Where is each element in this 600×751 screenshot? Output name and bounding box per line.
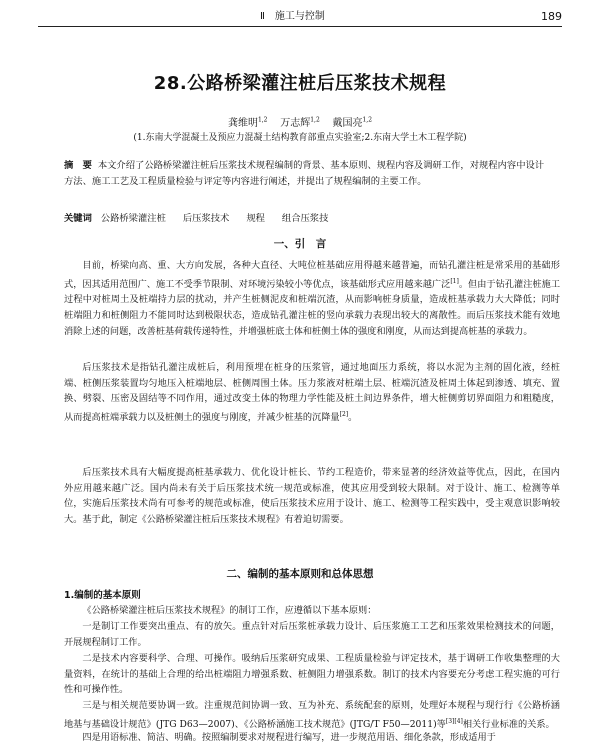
- keyword: 规程: [246, 213, 265, 224]
- author-name: 戴国亮: [332, 118, 363, 129]
- author-name: 万志辉: [280, 118, 311, 129]
- abstract-text: 本文介绍了公路桥梁灌注桩后压浆技术规程编制的背景、基本原则、规程内容及调研工作，对规程内容中设计方法、施工工艺及工程质量检验与评定等内容进行阐述，并提出了规程编制的主要工作。: [64, 160, 545, 187]
- body-paragraph: 一是制订工作要突出重点、有的放矢。重点针对后压浆桩承载力设计、后压浆施工工艺和压浆效果检测技术的问题，开展规程制订工作。: [64, 621, 560, 648]
- page-number: 189: [541, 10, 562, 23]
- body-paragraph: 四是用语标准、简洁、明确。按照编制要求对规程进行编写，进一步规范用语、细化条款，形成适用于: [82, 732, 496, 743]
- author-affil-mark: 1,2: [310, 116, 320, 124]
- body-paragraph: [64, 360, 560, 426]
- body-paragraph: 后压浆技术具有大幅度提高桩基承载力、优化设计桩长、节约工程造价，带来显著的经济效益等优点，因此，在国内外应用越来越广泛。国内尚未有关于后压浆技术统一规范或标准，使其应用受到较大限制。对于设计、施工、检测等单位，实施后压浆技术尚有可参考的规范或标准，使后压浆技术应用于设计、施工、检测等工程实践中，受主观意识影响较大。基于此，制定《公路桥梁灌注桩后压浆技术规程》有着迫切需要。: [64, 467, 560, 526]
- author-name: 龚维明: [227, 118, 258, 129]
- body-paragraph: 二是技术内容要科学、合理、可操作。吸纳后压浆研究成果、工程质量检验与评定技术，基于调研工作收集整理的大量资料，在统计的基础上合理的给出桩端阻力增强系数、桩侧阻力增强系数。制订的技术内容要充分考虑工程实施的可行性和可操作性。: [64, 653, 560, 696]
- body-paragraph: [64, 258, 560, 340]
- affiliation: (1.东南大学混凝土及预应力混凝土结构教育部重点实验室;2.东南大学土木工程学院): [133, 133, 467, 143]
- paragraph-text: 目前，桥梁向高、重、大方向发展，各种大直径、大吨位桩基础应用得越来越普遍，而钻孔灌注桩是常采用的基础形式，因其适用范围广、施工不受季节限制、对环境污染较小等优点，该基础形式应用越来越广泛: [64, 260, 560, 290]
- paragraph-text: 。但由于钻孔灌注桩施工过程中对桩周土及桩端持力层的扰动，并产生桩侧泥皮和桩端沉渣，从而影响桩身质量，造成桩基承载力大大降低；同时桩端阻力和桩侧阻力不能同时达到极限状态，造成钻孔灌注桩的竖向承载力表现出较大的离散性。而后压浆技术能有效地消除上述的问题，改善桩基荷载传递特性，并增强桩底土体和桩侧土体的强度和刚度，从而达到提高桩基的承载力。: [64, 278, 561, 337]
- paragraph-text: 相关行业标准的关系。: [462, 718, 555, 730]
- paragraph-text: 。: [348, 412, 358, 424]
- author-affil-mark: 1,2: [257, 116, 268, 124]
- paragraph-text: 三是与相关规范要协调一致。注重规范间协调一致、互为补充、系统配套的原则，处理好本规程与现行行《公路桥涵地基与基础设计规范》(JTG D63—2007)、《公路桥涵施工技术规范》(JTG/T F50—2011)等: [64, 700, 560, 730]
- citation: [3][4]: [445, 717, 463, 725]
- keywords-label: 关键词: [64, 213, 92, 224]
- section-heading-intro: 一、引 言: [273, 238, 327, 250]
- paragraph-text: 后压浆技术是指钻孔灌注成桩后，利用预埋在桩身的压浆管，通过地面压力系统，将以水泥为主剂的固化液，经桩端、桩侧压浆装置均匀地压入桩端地层、桩侧周围土体。压力浆液对桩端土层、桩端沉渣及桩周土体起到渗透、填充、置换、劈裂、压密及固结等不同作用，通过改变土体的物理力学性能及桩土间边界条件，增大桩侧剪切界面阻力和粗糙度，从而提高桩端承载力以及桩侧土的强度与刚度，并减少桩基的沉降量: [64, 362, 560, 424]
- running-header: [38, 8, 562, 27]
- keywords: [64, 210, 550, 224]
- running-head-section: Ⅱ 施工与控制: [260, 11, 325, 22]
- section-heading-principles: 二、编制的基本原则和总体思想: [226, 568, 374, 580]
- abstract: [64, 158, 550, 190]
- body-paragraph: 《公路桥梁灌注桩后压浆技术规程》的制订工作，应遵循以下基本原则：: [82, 605, 377, 616]
- keyword: 后压浆技术: [182, 213, 230, 224]
- subsection-heading: 1.编制的基本原则: [64, 590, 141, 601]
- abstract-label: 摘 要: [64, 160, 92, 171]
- author-list: [0, 114, 600, 129]
- citation: [1]: [450, 277, 459, 285]
- keyword: 公路桥梁灌注桩: [100, 213, 166, 224]
- body-paragraph: [64, 698, 560, 732]
- citation: [2]: [339, 411, 349, 419]
- paper-title: 28.公路桥梁灌注桩后压浆技术规程: [153, 73, 447, 94]
- keyword: 组合压浆技: [281, 213, 329, 224]
- author-affil-mark: 1,2: [362, 116, 373, 124]
